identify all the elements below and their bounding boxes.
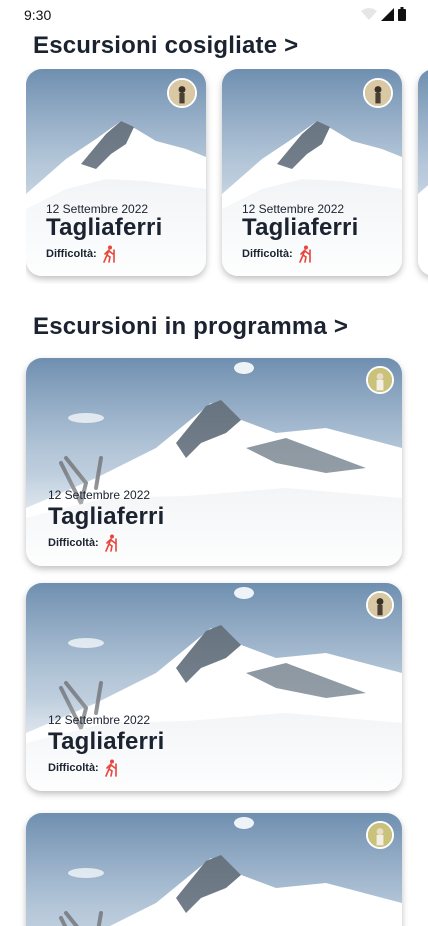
card-date: 12 Settembre 2022 — [242, 202, 345, 216]
signal-icon — [381, 8, 394, 21]
status-time: 9:30 — [24, 7, 52, 23]
card-title: Tagliaferri — [46, 214, 163, 241]
user-avatar[interactable] — [366, 366, 394, 394]
card-date: 12 Settembre 2022 — [48, 713, 151, 727]
planned-card[interactable] — [26, 358, 402, 566]
recommended-carousel[interactable] — [26, 69, 428, 284]
mountain-image — [26, 813, 402, 926]
difficulty-label: Difficoltà: — [46, 248, 97, 260]
card-difficulty — [48, 534, 119, 552]
hiker-icon — [103, 534, 119, 552]
recommended-section-title[interactable]: Escursioni cosigliate > — [33, 32, 299, 59]
difficulty-label: Difficoltà: — [48, 537, 99, 549]
user-avatar[interactable] — [167, 78, 197, 108]
hiker-icon — [297, 245, 313, 263]
status-bar — [0, 0, 428, 30]
user-avatar[interactable] — [363, 78, 393, 108]
status-icons — [361, 7, 406, 21]
recommended-card[interactable] — [222, 69, 402, 276]
planned-card[interactable] — [26, 813, 402, 926]
card-date: 12 Settembre 2022 — [46, 202, 149, 216]
card-title: Tagliaferri — [242, 214, 359, 241]
mountain-image — [418, 69, 428, 276]
card-difficulty — [46, 245, 117, 263]
card-title: Tagliaferri — [48, 728, 165, 755]
planned-section-title[interactable]: Escursioni in programma > — [33, 313, 349, 340]
user-avatar[interactable] — [366, 591, 394, 619]
hiker-icon — [103, 759, 119, 777]
difficulty-label: Difficoltà: — [242, 248, 293, 260]
planned-card[interactable] — [26, 583, 402, 791]
wifi-icon — [361, 8, 377, 21]
difficulty-label: Difficoltà: — [48, 762, 99, 774]
card-difficulty — [48, 759, 119, 777]
battery-icon — [398, 7, 406, 21]
user-avatar[interactable] — [366, 821, 394, 849]
recommended-card-partial[interactable] — [418, 69, 428, 276]
card-date: 12 Settembre 2022 — [48, 488, 151, 502]
hiker-icon — [101, 245, 117, 263]
card-title: Tagliaferri — [48, 503, 165, 530]
card-difficulty — [242, 245, 313, 263]
recommended-card[interactable] — [26, 69, 206, 276]
